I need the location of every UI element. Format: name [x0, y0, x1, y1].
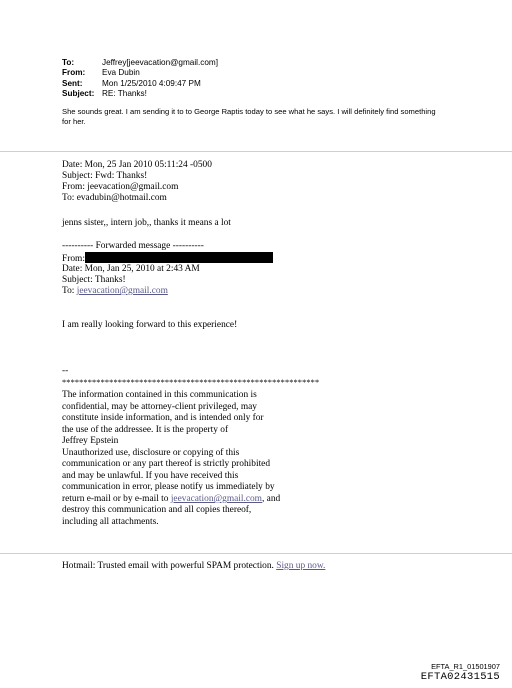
sent-value: Mon 1/25/2010 4:09:47 PM: [102, 78, 201, 88]
forward-from: From: jeevacation@gmail.com: [62, 182, 179, 192]
to-value: Jeffrey[jeevacation@gmail.com]: [102, 58, 219, 67]
bottom-divider: [0, 553, 512, 554]
redaction-block: [85, 252, 273, 263]
forward-subject: Subject: Fwd: Thanks!: [62, 171, 148, 181]
reply-line-1: She sounds great. I am sending it to to George Raptis today to see what he says. I will definitely find something: [62, 107, 436, 116]
sent-label: Sent:: [62, 78, 83, 88]
disclaimer-line-10-post: , and: [261, 494, 281, 504]
disclaimer-line-10-pre: return e-mail or by e-mail to: [62, 494, 171, 504]
sign-up-link[interactable]: Sign up now.: [276, 561, 326, 571]
top-divider: [0, 151, 512, 152]
original-from-label: From:: [62, 254, 85, 264]
header-to-row: [62, 58, 218, 68]
signature-dashes: --: [62, 366, 69, 376]
disclaimer-line-6: Unauthorized use, disclosure or copying of this: [62, 448, 240, 458]
reply-body: [62, 107, 462, 127]
original-to-link[interactable]: jeevacation@gmail.com: [76, 286, 168, 296]
disclaimer-line-9: communication in error, please notify us immediately by: [62, 482, 275, 492]
disclaimer-line-11: destroy this communication and all copies thereof,: [62, 505, 252, 515]
forward-date: Date: Mon, 25 Jan 2010 05:11:24 -0500: [62, 160, 212, 170]
disclaimer-line-4: the use of the addressee. It is the property of: [62, 425, 229, 435]
subject-label: Subject:: [62, 89, 95, 99]
original-to: [62, 286, 168, 298]
forward-to: To: evadubin@hotmail.com: [62, 193, 167, 203]
from-label: From:: [62, 68, 86, 78]
email-header: [62, 58, 218, 100]
disclaimer-line-3: constitute inside information, and is intended only for: [62, 413, 264, 423]
disclaimer-line-12: including all attachments.: [62, 517, 159, 527]
disclaimer-line-1: The information contained in this communication is: [62, 390, 257, 400]
header-subject-row: [62, 89, 218, 99]
to-label: To:: [62, 58, 75, 67]
disclaimer-line-8: and may be unlawful. If you have received this: [62, 471, 239, 481]
disclaimer-line-2: confidential, may be attorney-client privileged, may: [62, 402, 257, 412]
header-sent-row: [62, 79, 218, 89]
disclaimer-line-7: communication or any part thereof is strictly prohibited: [62, 459, 271, 469]
document-ids: [421, 662, 500, 683]
subject-value: RE: Thanks!: [102, 89, 147, 99]
original-subject: Subject: Thanks!: [62, 275, 126, 285]
reply-line-2: for her.: [62, 117, 86, 126]
header-from-row: [62, 68, 218, 78]
forwarded-divider: ---------- Forwarded message ----------: [62, 241, 204, 251]
original-date: Date: Mon, Jan 25, 2010 at 2:43 AM: [62, 264, 200, 274]
original-to-label: To:: [62, 286, 77, 296]
hotmail-promo: [62, 561, 325, 573]
efta-r1-id: EFTA_R1_01501907: [431, 662, 500, 671]
efta-id: EFTA02431515: [420, 671, 500, 683]
hotmail-text: Hotmail: Trusted email with powerful SPAM protection.: [62, 561, 277, 571]
disclaimer-line-10: [62, 494, 280, 506]
disclaimer-line-5: Jeffrey Epstein: [62, 436, 119, 446]
signature-stars: ************************************************************: [62, 378, 320, 387]
original-body: I am really looking forward to this experience!: [62, 320, 238, 330]
from-value: Eva Dubin: [102, 68, 140, 78]
forward-note: jenns sister,, intern job,, thanks it means a lot: [62, 218, 231, 228]
disclaimer-email-link[interactable]: jeevacation@gmail.com: [170, 494, 262, 504]
